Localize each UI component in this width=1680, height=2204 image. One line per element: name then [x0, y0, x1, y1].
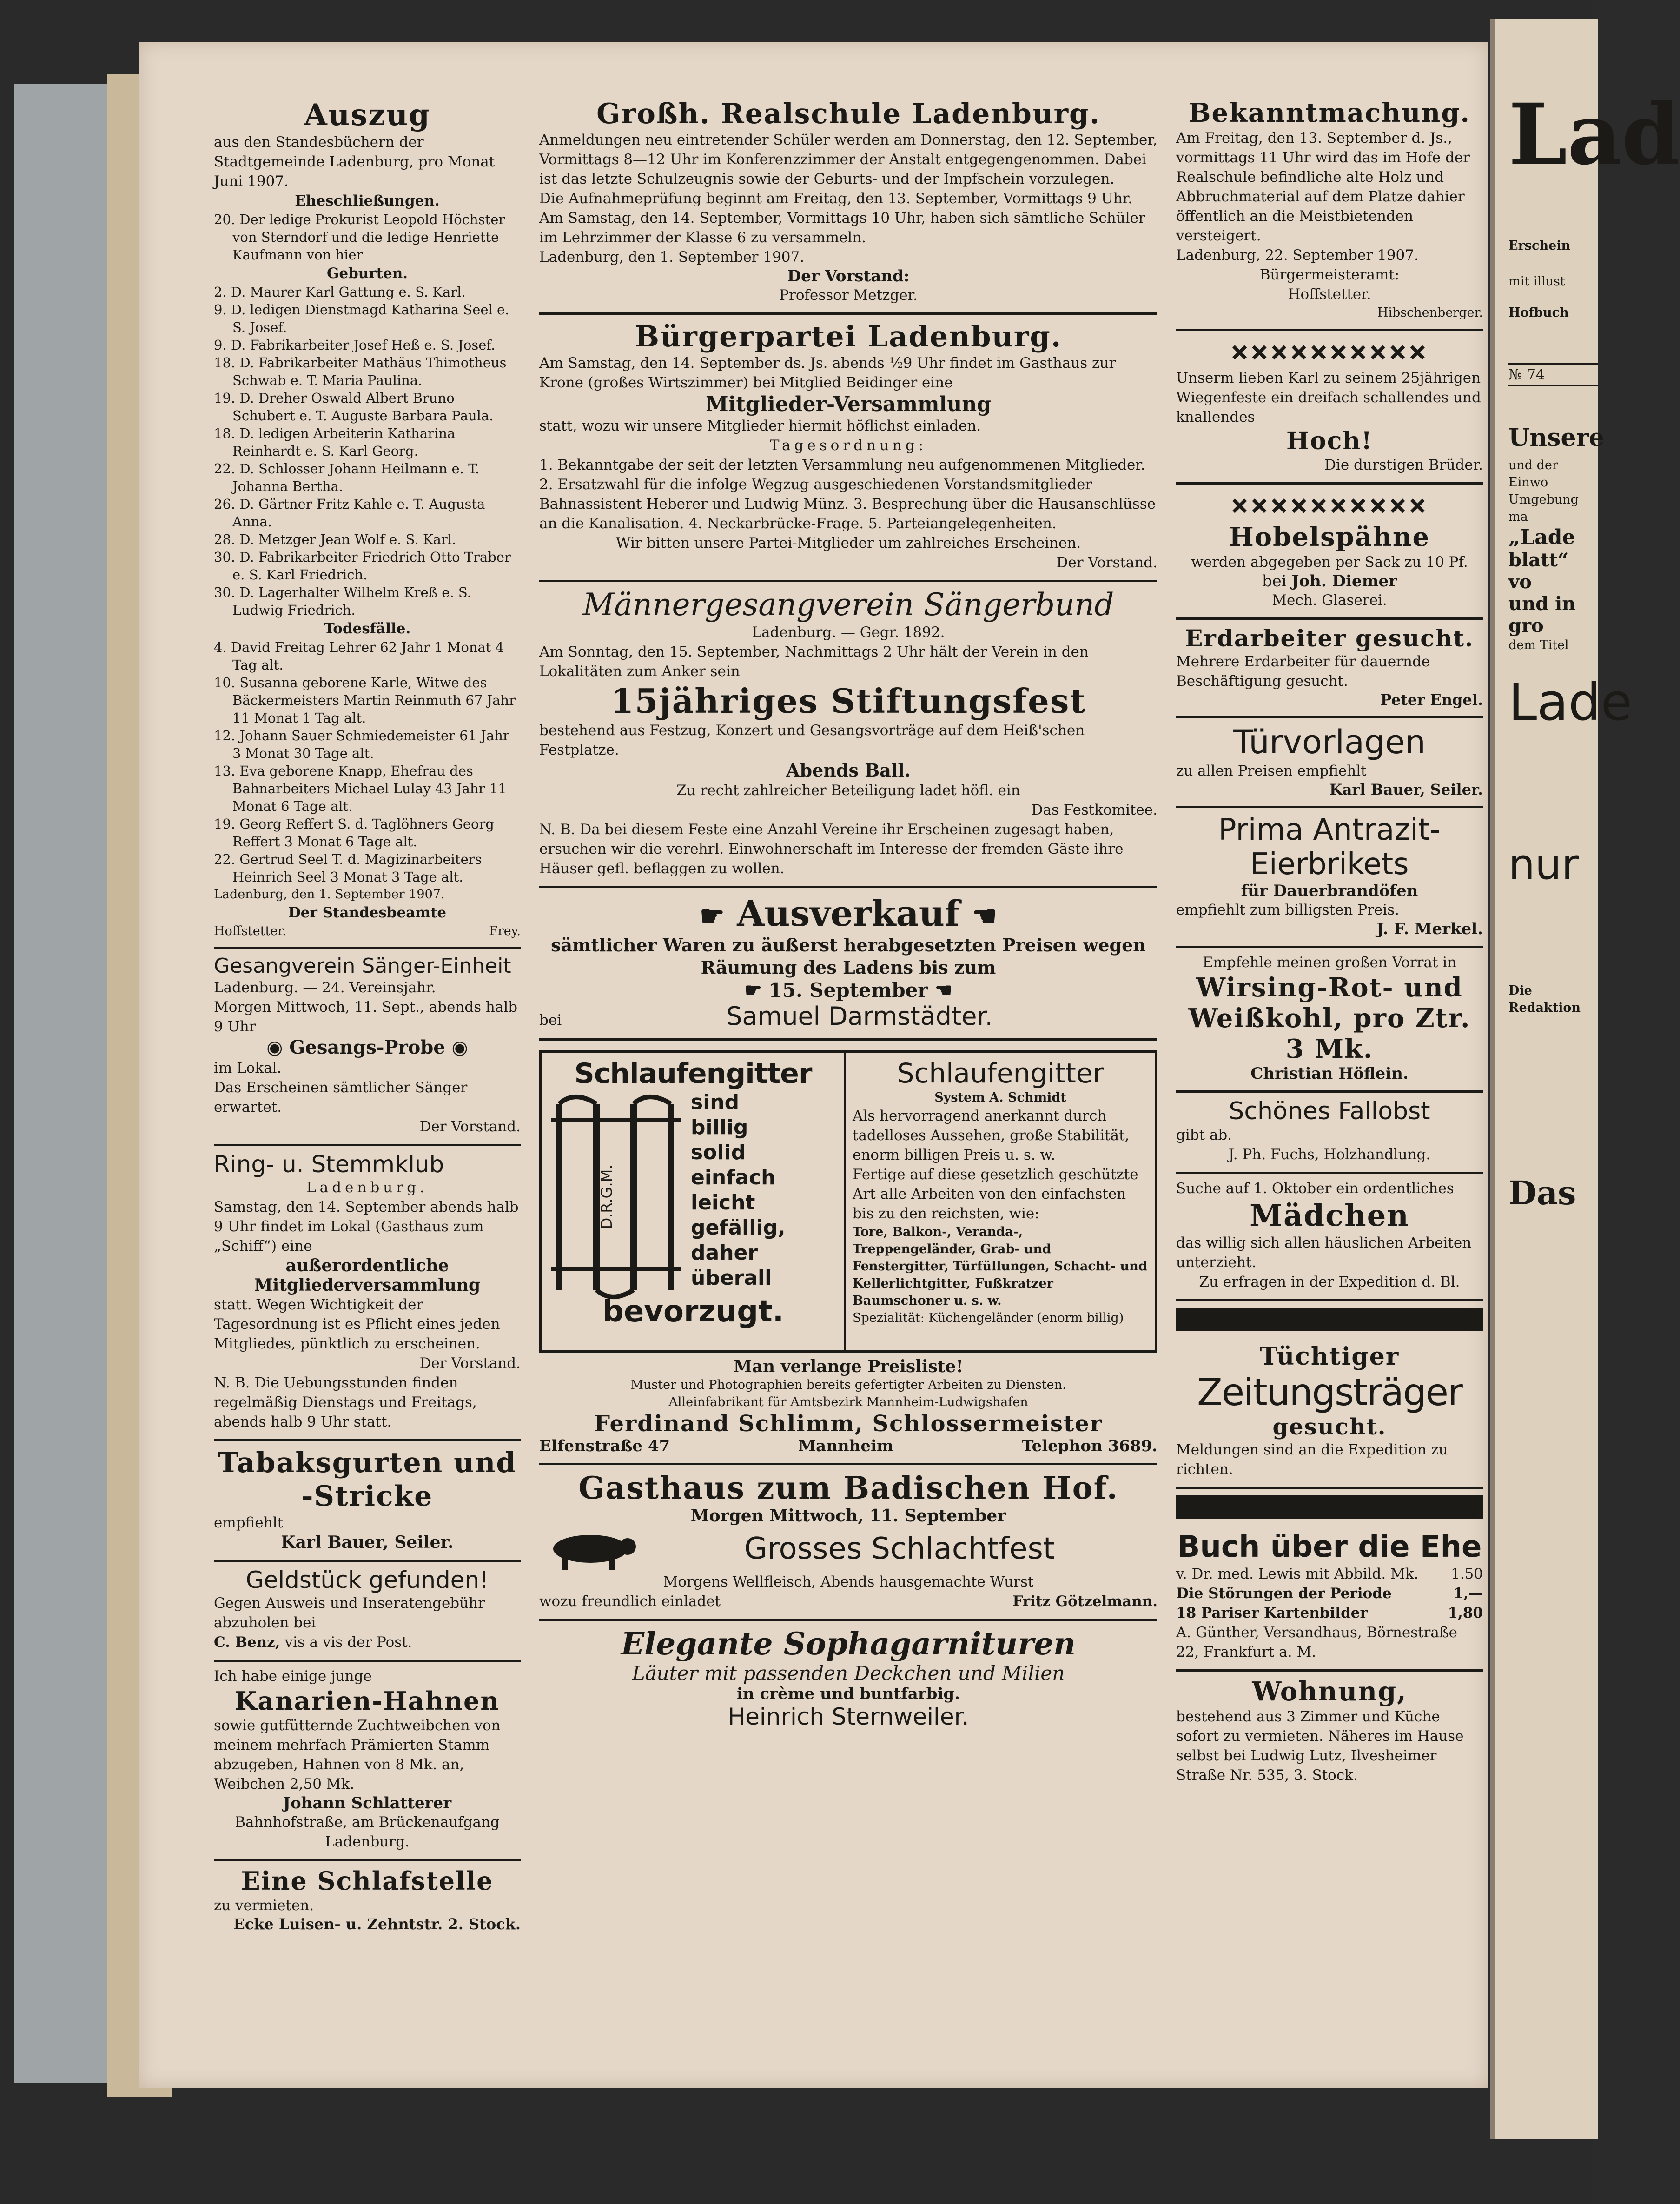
death-entry: 10. Susanna geborene Karle, Witwe des Bäckermeisters Martin Reinmuth 67 Jahr 11 Monat 1 Tag alt. [214, 675, 516, 726]
saenger-einheit-body: Morgen Mittwoch, 11. Sept., abends halb 9 Uhr [214, 999, 518, 1035]
gitter-text-panel [846, 1053, 1155, 1350]
ringklub-nb: N. B. Die Uebungsstunden finden regelmäßig Dienstags und Freitags, abends halb 9 Uhr statt. [214, 1374, 477, 1430]
fallobst-name: J. Ph. Fuchs, Holzhandlung. [1228, 1146, 1431, 1163]
buergerpartei-signer: Der Vorstand. [1056, 554, 1157, 571]
kanarien-ad [214, 1662, 521, 1861]
gitter-word: gefällig, [691, 1216, 786, 1240]
schlafstelle-address: Ecke Luisen- u. Zehntstr. 2. Stock. [233, 1915, 521, 1933]
bekanntmachung-office: Bürgermeisteramt: [1259, 266, 1400, 283]
deaths-heading: Todesfälle. [324, 620, 411, 637]
birth-entry: 22. D. Schlosser Johann Heilmann e. T. Johanna Bertha. [214, 461, 480, 494]
wohnung-ad [1176, 1672, 1483, 1792]
tabak-name: Karl Bauer, Seiler. [281, 1533, 454, 1552]
gitter-word: billig [691, 1115, 748, 1139]
birth-entry: 30. D. Fabrikarbeiter Friedrich Otto Traber e. S. Karl Friedrich. [214, 549, 511, 583]
tuer-name: Karl Bauer, Seiler. [1329, 781, 1483, 798]
zeitung-line-3: gesucht. [1272, 1414, 1387, 1440]
antrazit-title: Prima Antrazit-Eierbrikets [1218, 813, 1441, 882]
buch-item-price: 1,— [1453, 1585, 1483, 1602]
maennergesang-signer: Das Festkomitee. [1031, 802, 1157, 818]
kanarien-body: sowie gutfütternde Zuchtweibchen von meinem mehrfach Prämierten Stamm abzugeben, Hahnen von 8 Mk. an, Weibchen 2,50 Mk. [214, 1717, 501, 1792]
auszug-signer-2: Frey. [489, 924, 521, 938]
auszug-intro: aus den Standesbüchern der Stadtgemeinde Ladenburg, pro Monat Juni 1907. [214, 134, 495, 190]
gasthaus-title: Gasthaus zum Badischen Hof. [578, 1470, 1118, 1506]
tuer-title: Türvorlagen [1233, 723, 1426, 761]
next-page-fragment: dem Titel [1508, 638, 1569, 652]
gitter-price: Man verlange Preisliste! [733, 1357, 964, 1376]
zeitung-ad [1176, 1338, 1483, 1489]
karl-body: Unserm lieben Karl zu seinem 25jährigen Wiegenfeste ein dreifach schallendes und knallendes [1176, 370, 1481, 425]
gitter-word: solid [691, 1141, 746, 1164]
pig-icon [539, 1526, 642, 1572]
auszug-title: Auszug [304, 98, 430, 133]
column-2 [539, 93, 1157, 1738]
next-page-fragment: Unsere [1508, 424, 1604, 452]
gasthaus-body: Morgens Wellfleisch, Abends hausgemachte Wurst [663, 1573, 1034, 1590]
maennergesang-body-2: bestehend aus Festzug, Konzert und Gesangsvorträge auf dem Heiß'schen Festplatze. [539, 722, 1085, 758]
next-page-fragment: Die Redaktion [1508, 983, 1581, 1015]
karl-signer: Die durstigen Brüder. [1324, 457, 1483, 473]
gasthaus-date: Morgen Mittwoch, 11. September [690, 1506, 1006, 1526]
pointing-hand-right-icon: ☛ [700, 900, 725, 933]
buch-item-price: 1,80 [1448, 1605, 1483, 1621]
marriages-heading: Eheschließungen. [295, 193, 440, 209]
next-page-fragment: „Lade [1508, 525, 1575, 549]
zeitung-body: Meldungen sind an die Expedition zu richten. [1176, 1441, 1448, 1478]
sopha-line-3: in crème und buntfarbig. [736, 1685, 960, 1703]
ringklub-body-2: statt. Wegen Wichtigkeit der Tagesordnung ist es Pflicht eines jeden Mitgliedes, pünktlich zu erscheinen. [214, 1296, 500, 1352]
wirsing-ad [1176, 948, 1483, 1093]
realschule-signer: Professor Metzger. [779, 287, 918, 304]
buch-vendor: A. Günther, Versandhaus, Börnestraße 22, Frankfurt a. M. [1176, 1624, 1457, 1660]
gitter-claim: Als hervorragend anerkannt durch tadelloses Aussehen, große Stabilität, enorm billigen Preis u. s. w. [853, 1108, 1130, 1163]
kanarien-name: Johann Schlatterer [283, 1794, 452, 1812]
next-page-fragment: blatt“ vo [1508, 549, 1569, 593]
drgm-mark: D.R.G.M. [598, 1164, 615, 1229]
maennergesang-sub: Ladenburg. — Gegr. 1892. [752, 624, 945, 641]
erdarbeiter-name: Peter Engel. [1380, 691, 1483, 709]
bekanntmachung-body: Am Freitag, den 13. September d. Js., vormittags 11 Uhr wird das im Hofe der Realschule befindliche alte Holz und Abbruchmaterial auf dem Platze dahier öffentlich an die Meistbietenden versteigert. [1176, 130, 1470, 244]
maedchen-body: das willig sich allen häuslichen Arbeiten unterzieht. [1176, 1235, 1472, 1271]
erdarbeiter-body: Mehrere Erdarbeiter für dauernde Beschäftigung gesucht. [1176, 653, 1430, 690]
ausverkauf-body: sämtlicher Waren zu äußerst herabgesetzten Preisen wegen Räumung des Ladens bis zum [551, 935, 1146, 978]
next-page-fragment: Erschein [1508, 239, 1571, 253]
pointing-hand-left-icon: ☚ [972, 900, 997, 933]
stiftungsfest-heading: 15jähriges Stiftungsfest [610, 681, 1086, 721]
antrazit-body: empfiehlt zum billigsten Preis. [1176, 902, 1399, 918]
tabak-recommend: empfiehlt [214, 1514, 283, 1531]
schlafstelle-body: zu vermieten. [214, 1897, 314, 1914]
next-page-fragment: mit illust [1508, 274, 1565, 289]
ringklub-ad [214, 1146, 521, 1441]
buch-title: Buch über die Ehe [1177, 1530, 1482, 1564]
buergerpartei-ad [539, 315, 1157, 582]
maennergesang-ad [539, 582, 1157, 888]
next-page-fragment: Umgebung ma [1508, 492, 1579, 524]
ornament-icon: ◉ [451, 1036, 468, 1058]
realschule-body: Anmeldungen neu eintretender Schüler werden am Donnerstag, den 12. September, Vormittags 8—12 Uhr im Konferenzzimmer der Anstalt entgegengenommen. Dabei ist das letzte Schulzeugnis sowie der Geburts- und der Impfschein vorzulegen. [539, 132, 1157, 187]
buergerpartei-closing: Wir bitten unsere Partei-Mitglieder um zahlreiches Erscheinen. [615, 535, 1081, 551]
sopha-ad [539, 1621, 1157, 1738]
death-entry: 19. Georg Reffert S. d. Taglöhners Georg Reffert 3 Monat 6 Tage alt. [214, 816, 494, 850]
ringklub-event: außerordentliche Mitgliederversammlung [254, 1256, 481, 1295]
antrazit-ad [1176, 808, 1483, 948]
next-page-fragment: Hofbuch [1508, 305, 1569, 320]
maennergesang-title: Männergesangverein Sängerbund [582, 587, 1114, 623]
buch-ad [1176, 1525, 1483, 1672]
bekanntmachung-ad [1176, 93, 1483, 331]
auszug-signer: Hoffstetter. [214, 924, 286, 938]
maedchen-intro: Suche auf 1. Oktober ein ordentliches [1176, 1180, 1454, 1197]
gitter-maker: Ferdinand Schlimm, Schlossermeister [594, 1411, 1103, 1437]
next-page-fragment: und der Einwo [1508, 458, 1558, 490]
buergerpartei-body: Am Samstag, den 14. September ds. Js. abends ½9 Uhr findet im Gasthaus zur Krone (großes Wirtszimmer) bei Mitglied Beidinger eine [539, 355, 1116, 391]
gitter-left-title: Schlaufengitter [574, 1057, 812, 1090]
next-page-fragment: Das [1508, 1174, 1576, 1212]
birth-entry: 18. D. Fabrikarbeiter Mathäus Thimotheus Schwab e. T. Maria Paulina. [214, 355, 507, 388]
hobel-sub: Mech. Glaserei. [1272, 592, 1387, 609]
birth-entry: 19. D. Dreher Oswald Albert Bruno Schubert e. T. Auguste Barbara Paula. [214, 390, 494, 424]
gasthaus-invite: wozu freundlich einladet [539, 1593, 721, 1610]
marriage-entry: 20. Der ledige Prokurist Leopold Höchster von Sterndorf und die ledige Henriette Kaufmann von hier [214, 212, 505, 263]
fallobst-ad [1176, 1093, 1483, 1174]
sopha-title: Elegante Sophagarnituren [621, 1626, 1076, 1662]
gitter-special: Spezialität: Küchengeländer (enorm billig) [853, 1311, 1124, 1325]
gitter-word: sind [691, 1090, 740, 1114]
pointing-hand-right-icon: ☛ [744, 979, 762, 1002]
tabak-ad [214, 1441, 521, 1562]
adjacent-page [1490, 19, 1680, 2139]
death-entry: 13. Eva geborene Knapp, Ehefrau des Bahnarbeiters Michael Lulay 43 Jahr 11 Monat 6 Tage alt. [214, 763, 507, 814]
death-entry: 22. Gertrud Seel T. d. Magizinarbeiters Heinrich Seel 3 Monat 3 Tage alt. [214, 851, 482, 885]
maedchen-title: Mädchen [1250, 1198, 1409, 1233]
erdarbeiter-ad [1176, 620, 1483, 718]
saenger-einheit-note: Das Erscheinen sämtlicher Sänger erwartet. [214, 1079, 468, 1115]
geldstueck-title: Geldstück gefunden! [245, 1567, 489, 1593]
ringklub-title: Ring- u. Stemmklub [214, 1151, 444, 1178]
hobel-title: Hobelspähne [1229, 522, 1430, 552]
realschule-date: Ladenburg, den 1. September 1907. [539, 249, 805, 266]
ausverkauf-title: Ausverkauf [737, 893, 960, 934]
saenger-einheit-subtitle: Ladenburg. — 24. Vereinsjahr. [214, 979, 436, 996]
buergerpartei-body-2: statt, wozu wir unsere Mitglieder hiermit höflichst einladen. [539, 418, 981, 434]
maedchen-contact: Zu erfragen in der Expedition d. Bl. [1199, 1274, 1460, 1290]
gitter-city: Mannheim [798, 1437, 893, 1455]
buch-item-label: v. Dr. med. Lewis mit Abbild. Mk. [1176, 1566, 1419, 1582]
auszug-signoff: Der Standesbeamte [288, 904, 447, 921]
schlafstelle-title: Eine Schlafstelle [241, 1866, 494, 1896]
saenger-einheit-ad [214, 949, 521, 1146]
gitter-district: Alleinfabrikant für Amtsbezirk Mannheim-Ludwigshafen [668, 1395, 1028, 1409]
gasthaus-name: Fritz Götzelmann. [1012, 1593, 1157, 1610]
karl-hoch: Hoch! [1286, 427, 1373, 455]
gitter-word: einfach [691, 1166, 776, 1189]
auszug-date: Ladenburg, den 1. September 1907. [214, 887, 445, 902]
death-entry: 12. Johann Sauer Schmiedemeister 61 Jahr 3 Monat 30 Tage alt. [214, 728, 509, 761]
fallobst-body: gibt ab. [1176, 1127, 1232, 1143]
tuer-body: zu allen Preisen empfiehlt [1176, 763, 1367, 779]
gate-illustration [547, 1090, 686, 1295]
gitter-word: überall [691, 1266, 772, 1290]
ausverkauf-at: bei [539, 1012, 562, 1029]
gitter-right-title: Schlaufengitter [897, 1057, 1104, 1089]
gitter-body: Fertige auf diese gesetzlich geschützte Art alle Arbeiten von den einfachsten bis zu den reichsten, wie: [853, 1166, 1138, 1222]
ornament-row: ×××××××××× [1230, 488, 1429, 523]
realschule-body-2: Die Aufnahmeprüfung beginnt am Freitag, den 13. September, Vormittags 9 Uhr. [539, 190, 1133, 207]
next-page-fragment: Lade [1508, 672, 1633, 732]
birth-entry: 18. D. ledigen Arbeiterin Katharina Reinhardt e. S. Karl Georg. [214, 425, 456, 459]
gitter-street: Elfenstraße 47 [539, 1437, 670, 1455]
death-entry: 4. David Freitag Lehrer 62 Jahr 1 Monat 4 Tag alt. [214, 639, 504, 673]
gitter-word: leicht [691, 1191, 755, 1215]
agenda-body: 1. Bekanntgabe der seit der letzten Versammlung neu aufgenommenen Mitglieder. 2. Ersatzwahl für die infolge Wegzug ausgeschiedenen Vorstandsmitglieder Bahnassistent Heberer und Ludwig Münz. 3. Besprechung über die Hausanschlüsse an die Kanalisation. 4. Neckarbrücke-Frage. 5. Parteiangelegenheiten. [539, 457, 1156, 532]
auszug-notice [214, 93, 521, 949]
wohnung-title: Wohnung, [1252, 1676, 1407, 1707]
birth-entry: 28. D. Metzger Jean Wolf e. S. Karl. [214, 531, 456, 547]
birth-entry: 26. D. Gärtner Fritz Kahle e. T. Augusta Anna. [214, 496, 485, 530]
hobel-body: werden abgegeben per Sack zu 10 Pf. [1191, 554, 1468, 571]
ausverkauf-date: 15. September [768, 979, 928, 1002]
kanarien-intro: Ich habe einige junge [214, 1668, 372, 1685]
wirsing-intro: Empfehle meinen großen Vorrat in [1202, 954, 1457, 971]
bekanntmachung-title: Bekanntmachung. [1189, 98, 1470, 128]
ausverkauf-ad [539, 888, 1157, 1041]
maennergesang-invite: Zu recht zahlreicher Beteiligung ladet höfl. ein [676, 782, 1020, 799]
zeitung-line-1: Tüchtiger [1259, 1342, 1400, 1371]
birth-entry: 9. D. ledigen Dienstmagd Katharina Seel e. S. Josef. [214, 302, 509, 335]
ausverkauf-name: Samuel Darmstädter. [726, 1002, 993, 1031]
bekanntmachung-signer-2: Hibschenberger. [1377, 305, 1483, 320]
wirsing-title: Wirsing-Rot- und Weißkohl, pro Ztr. 3 Mk. [1188, 972, 1471, 1064]
geldstueck-body: Gegen Ausweis und Inseratengebühr abzuholen bei [214, 1595, 485, 1631]
birth-entry: 30. D. Lagerhalter Wilhelm Kreß e. S. Ludwig Friedrich. [214, 584, 471, 618]
buch-item-label: Die Störungen der Periode [1176, 1585, 1392, 1602]
karl-ad [1176, 331, 1483, 485]
buergerpartei-title: Bürgerpartei Ladenburg. [635, 319, 1062, 353]
maennergesang-nb: N. B. Da bei diesem Feste eine Anzahl Vereine ihr Erscheinen zugesagt haben, ersuchen wir die verehrl. Einwohnerschaft im Interesse der fremden Gäste ihre Häuser gefl. beflaggen zu wollen. [539, 821, 1124, 877]
black-rule [1176, 1495, 1483, 1519]
antrazit-sub: für Dauerbrandöfen [1241, 882, 1418, 900]
next-page-fragment: № 74 [1508, 363, 1598, 386]
realschule-ad [539, 93, 1157, 315]
sopha-name: Heinrich Sternweiler. [728, 1703, 969, 1730]
next-page-fragment: und in gro [1508, 593, 1576, 637]
agenda-heading: Tagesordnung: [769, 437, 927, 454]
gitter-left-bottom: bevorzugt. [602, 1295, 784, 1329]
buch-item-price: 1.50 [1450, 1566, 1483, 1582]
gitter-system: System A. Schmidt [934, 1090, 1066, 1105]
births-heading: Geburten. [326, 265, 408, 282]
column-3 [1176, 93, 1483, 1792]
schlafstelle-ad [214, 1861, 521, 1940]
realschule-signoff: Der Vorstand: [787, 267, 910, 285]
gasthaus-event: Grosses Schlachtfest [744, 1532, 1055, 1566]
wirsing-name: Christian Höflein. [1250, 1064, 1409, 1083]
ringklub-city: Ladenburg. [306, 1179, 428, 1196]
geldstueck-tail: vis a vis der Post. [284, 1634, 412, 1651]
hobel-ad [1176, 485, 1483, 620]
gitter-word: daher [691, 1241, 758, 1265]
maennergesang-body: Am Sonntag, den 15. September, Nachmittags 2 Uhr hält der Verein in den Lokalitäten zum Anker sein [539, 644, 1089, 680]
ringklub-body: Samstag, den 14. September abends halb 9 Uhr findet im Lokal (Gasthaus zum „Schiff“) eine [214, 1199, 519, 1255]
buch-item-label: 18 Pariser Kartenbilder [1176, 1605, 1368, 1621]
sopha-line-2: Läuter mit passenden Deckchen und Milien [632, 1662, 1065, 1685]
bekanntmachung-date: Ladenburg, 22. September 1907. [1176, 247, 1419, 264]
geldstueck-name: C. Benz, [214, 1634, 280, 1651]
tabak-title: Tabaksgurten und -Stricke [218, 1447, 517, 1513]
black-rule [1176, 1308, 1483, 1331]
saenger-einheit-title: Gesangverein Sänger-Einheit [214, 954, 511, 978]
ornament-icon: ◉ [266, 1036, 283, 1058]
erdarbeiter-title: Erdarbeiter gesucht. [1185, 624, 1474, 652]
realschule-title: Großh. Realschule Ladenburg. [596, 98, 1100, 130]
fallobst-title: Schönes Fallobst [1229, 1097, 1430, 1125]
realschule-body-3: Am Samstag, den 14. September, Vormittags 10 Uhr, haben sich sämtliche Schüler im Lehrzimmer der Klasse 6 zu versammeln. [539, 210, 1145, 246]
geldstueck-ad [214, 1562, 521, 1662]
hobel-at: bei [1262, 572, 1287, 591]
maedchen-ad [1176, 1174, 1483, 1301]
buergerpartei-event: Mitglieder-Versammlung [705, 392, 992, 416]
next-page-fragment: Lad [1508, 86, 1680, 184]
saenger-einheit-signer: Der Vorstand. [419, 1118, 521, 1135]
gitter-ad [539, 1041, 1157, 1465]
probe-heading: Gesangs-Probe [289, 1036, 445, 1058]
gitter-samples: Muster und Photographien bereits gefertigter Arbeiten zu Diensten. [630, 1378, 1066, 1392]
gasthaus-ad [539, 1465, 1157, 1621]
gitter-list: Tore, Balkon-, Veranda-, Treppengeländer, Grab- und Fenstergitter, Türfüllungen, Schacht- und Kellerlichtgitter, Fußkratzer Baumschoner u. s. w. [853, 1225, 1147, 1308]
kanarien-title: Kanarien-Hahnen [235, 1686, 500, 1716]
wohnung-body: bestehend aus 3 Zimmer und Küche sofort zu vermieten. Näheres im Hause selbst bei Ludwig Lutz, Ilvesheimer Straße Nr. 535, 3. Stock. [1176, 1708, 1464, 1784]
tuer-ad [1176, 718, 1483, 808]
column-1 [214, 93, 521, 1940]
ringklub-signer: Der Vorstand. [419, 1355, 521, 1372]
zeitung-title: Zeitungsträger [1197, 1371, 1462, 1414]
next-page-fragment: nur [1508, 840, 1579, 889]
antrazit-name: J. F. Merkel. [1376, 920, 1483, 938]
gitter-illustration-panel [542, 1053, 846, 1350]
birth-entry: 2. D. Maurer Karl Gattung e. S. Karl. [214, 284, 466, 300]
kanarien-address: Bahnhofstraße, am Brückenaufgang Ladenburg. [235, 1814, 500, 1850]
pointing-hand-left-icon: ☚ [935, 979, 952, 1002]
birth-entry: 9. D. Fabrikarbeiter Josef Heß e. S. Josef. [214, 337, 496, 353]
ball-heading: Abends Ball. [786, 760, 911, 781]
gitter-phone: Telephon 3689. [1022, 1437, 1157, 1455]
ornament-row: ×××××××××× [1230, 335, 1429, 369]
saenger-einheit-place: im Lokal. [214, 1060, 282, 1076]
bekanntmachung-signer: Hoffstetter. [1288, 286, 1371, 303]
hobel-name: Joh. Diemer [1291, 572, 1397, 591]
